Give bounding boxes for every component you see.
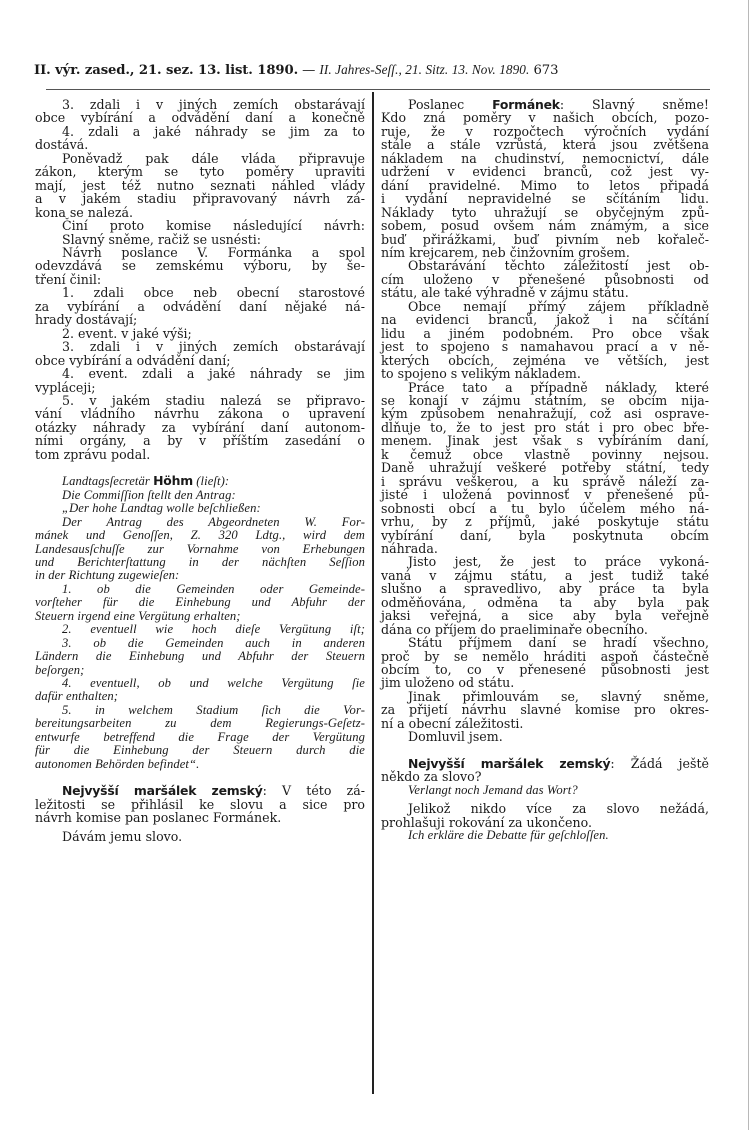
text-line: Ländern die Einhebung und Abfuhr der Steuern (35, 649, 365, 664)
text-line: 3. zdali i v jiných zemích obstarávají (62, 97, 365, 112)
marshal-intro: Nejvyšší maršálek zemský: V této zá- (62, 783, 365, 799)
text-line: mají, jest též nutno seznati náhled vlády (35, 177, 365, 193)
text-line: obcím to, co v přenesené působnosti jest (381, 662, 709, 678)
text-line: kým způsobem nenahražují, což asi osprave- (381, 406, 709, 422)
text-line: obce vybírání a odvádění daní a konečně (35, 110, 365, 126)
text-line: 2. event. v jaké výši; (62, 325, 192, 341)
marshal-text (381, 770, 709, 783)
text-line: Obce nemají přímý zájem příkladně (408, 298, 709, 314)
text-line: cím uloženo v přenešené působnosti od (381, 271, 709, 287)
text-line: sobnosti obcí a tu bylo účelem mého ná- (381, 500, 709, 516)
page-edge (748, 0, 749, 1130)
text-line: vybírání daní, byla poskytnuta obcím (381, 527, 709, 543)
text-line: autonomen Behörden befindet“. (35, 756, 200, 771)
text-line: nákladem na chudinství, nemocnictví, dále (381, 150, 709, 166)
text-line: jisté i uložená povinnosť v přenešené pů- (381, 487, 709, 503)
text-line: na evidenci branců, jakož i na sčítání (381, 312, 709, 328)
text-line: to spojeno s velikým nákladem. (381, 366, 581, 382)
text-line: zákon, kterým se tyto poměry upraviti (35, 164, 365, 180)
speaker-name: Nejvyšší maršálek zemský (62, 783, 263, 799)
text-line: Steuern irgend eine Vergütung erhalten; (35, 608, 241, 623)
left-column (35, 98, 365, 843)
text-line: Činí proto komise následující návrh: (62, 218, 365, 234)
text-line: proč by se nemělo hráditi aspoň částečně (381, 648, 709, 664)
text-line: za vybírání a odvádění daní nějaké ná- (35, 298, 365, 314)
text-line: jest to spojeno s namahavou prací a v ně- (381, 339, 709, 355)
text-line: 1. zdali obce neb obecní starostové (62, 285, 365, 301)
text-line: náhrada. (381, 540, 438, 556)
text-line: in der Richtung zugewieſen: (35, 568, 180, 583)
committee-report (35, 98, 365, 461)
text-line: dání pravidelné. Mimo to letos připadá (381, 177, 709, 193)
text-line: se konají v zájmu státním, se obcím nija- (381, 392, 709, 408)
page-number: 673 (533, 63, 559, 78)
text-line: vání vládního návrhu zákona o upravení (35, 406, 365, 422)
marshal-intro: Nejvyšší maršálek zemský: Žádá ještě (408, 755, 709, 771)
text-line: odměňována, odměna ta aby byla pak (381, 594, 709, 610)
text-line: beſorgen; (35, 662, 85, 677)
text-line: státu, ale také výhradně v zájmu státu. (381, 285, 629, 301)
text-line: dána co příjem do praeliminaře obecního. (381, 621, 648, 637)
formanek-intro: Poslanec Formánek: Slavný sněme! (408, 97, 709, 112)
text-line: tření činil: (35, 271, 102, 287)
text-line: ležitosti se přihlásil ke slovu a sice pro (35, 796, 365, 812)
text-line: dostává. (35, 137, 89, 153)
text-line: jim uloženo od státu. (381, 675, 515, 691)
text-line: Jelikož nikdo více za slovo nežádá, (408, 801, 709, 817)
text-line: udržení v evidenci branců, což jest vy- (381, 164, 709, 180)
text-line: Práce tato a případně náklady, které (408, 379, 709, 395)
text-line: 4. event. zdali a jaké náhrady se jim (62, 366, 365, 382)
marshal-closing-german: Ich erkläre die Debatte für geſchloſſen. (408, 828, 609, 843)
text-line: Slavný sněme, račiž se usnésti: (62, 231, 262, 247)
marshal-closing: Dávám jemu slovo. (62, 828, 183, 844)
text-line: lidu a jiném podobném. Pro obce však (381, 325, 709, 341)
text-line: kona se nalezá. (35, 204, 134, 220)
text-line: vrhu, by z příjmů, jaké poskytuje státu (381, 514, 709, 530)
text-line: Die Commiſſion ſtellt den Antrag: (62, 487, 236, 502)
text-line: Kdo zná poměry v našich obcích, pozo- (381, 110, 709, 126)
formanek-speech (381, 111, 709, 743)
text-line: dlňuje to, že to jest pro stát i pro obec bře- (381, 419, 709, 435)
text-line: 4. eventuell, ob und welche Vergütung ſie (62, 676, 365, 691)
text-line: odevzdává se zemskému výboru, by še- (35, 258, 365, 274)
text-line: für die Einhebung der Steuern durch die (35, 743, 365, 758)
header-dash: — (298, 63, 320, 78)
text-line: bereitungsarbeiten zu dem Regierungs-Geſetz- (35, 716, 365, 731)
text-line: někdo za slovo? (381, 769, 482, 785)
text-line: k čemuž obce vlastně povinny nejsou. (381, 446, 709, 462)
text-line: a v jakém stadiu připravovaný návrh zá- (35, 191, 365, 207)
text-line: 1. ob die Gemeinden oder Gemeinde- (62, 581, 365, 596)
text-line: obce vybírání a odvádění daní; (35, 352, 231, 368)
text-line: entwurfe betreffend die Frage der Vergütung (35, 729, 365, 744)
text-line: jaksi veřejná, a sice aby byla veřejně (381, 608, 709, 624)
text-line: Daně uhražují veškeré potřeby státní, tedy (381, 460, 709, 476)
text-line: prohlašuji rokování za ukončeno. (381, 814, 592, 830)
text-line: 5. in welchem Stadium ſich die Vor- (62, 702, 365, 717)
column-divider (372, 92, 374, 1094)
text-line: vaná v zájmu státu, a jest tudiž také (381, 567, 709, 583)
text-line: sobem, posud ovšem nám známým, a sice (381, 218, 709, 234)
text-line: návrh komise pan poslanec Formánek. (35, 810, 282, 826)
text-line: dafür enthalten; (35, 689, 119, 704)
text-line: Jinak přimlouvám se, slavný sněme, (408, 688, 709, 704)
text-line: menem. Jinak jest však s vybíráním daní, (381, 433, 709, 449)
text-line: vypláceji; (35, 379, 96, 395)
text-line: i správu veškerou, a ku správě náleží za- (381, 473, 709, 489)
text-line: 3. ob die Gemeinden auch in anderen (62, 635, 365, 650)
text-line: hrady dostávají; (35, 312, 138, 328)
text-line: Der Antrag des Abgeordneten W. For- (62, 514, 365, 529)
text-line: slušno a spravedlivo, aby práce ta byla (381, 581, 709, 597)
text-line: ním krejcarem, neb činžovním grošem. (381, 244, 630, 260)
text-line: kterých obcích, zejména ve větších, jest (381, 352, 709, 368)
text-line: 2. eventuell wie hoch dieſe Vergütung iſt; (62, 622, 365, 637)
speaker-name: Nejvyšší maršálek zemský (408, 755, 611, 771)
text-line: Poněvadž pak dále vláda připravuje (62, 150, 365, 166)
text-line: Landesausſchuſſe zur Vornahme von Erhebungen (35, 541, 365, 556)
text-line: buď přirážkami, buď pivním neb kořaleč- (381, 231, 709, 247)
header-rule (46, 89, 710, 90)
speaker-name: Höhm (153, 473, 193, 489)
text-line: stále a stále vzrůstá, která jsou zvětšena (381, 137, 709, 153)
header-czech: II. výr. zased., 21. sez. 13. list. 1890. (34, 63, 299, 78)
text-line: 4. zdali a jaké náhrady se jim za to (62, 123, 365, 139)
secretary-intro: Landtagsſecretär Höhm (lieſt): (62, 473, 230, 489)
text-line: za přijetí návrhu slavné komise pro okres- (381, 702, 709, 718)
right-column (381, 98, 709, 842)
text-line: tom zprávu podal. (35, 446, 151, 462)
text-line: Návrh poslance V. Formánka a spol (62, 244, 365, 260)
text-line: Státu příjmem daní se hradí všechno, (408, 635, 709, 651)
text-line: und Berichterſtattung in der nächſten Seſſion (35, 554, 365, 569)
text-line: ní a obecní záležitosti. (381, 715, 524, 731)
text-line: 5. v jakém stadiu nalezá se připravo- (62, 392, 365, 408)
german-translation (35, 489, 365, 772)
marshal-closing (381, 802, 709, 829)
text-line: Náklady tyto uhražují se obyčejným způ- (381, 204, 709, 220)
header-german: II. Jahres-Seſſ., 21. Sitz. 13. Nov. 1890. (319, 62, 530, 77)
text-line: otázky náhrady za vybírání daní autonom- (35, 419, 365, 435)
text-line: ními orgány, a by v příštím zasedání o (35, 433, 365, 449)
text-line: i vydání nepravidelné se sčítáním lidu. (381, 191, 709, 207)
text-line: mánek und Genoſſen, Z. 320 Ldtg., wird dem (35, 528, 365, 543)
text-line: Domluvil jsem. (408, 729, 503, 745)
text-line: Jisto jest, že jest to práce vykoná- (408, 554, 709, 570)
text-line: Obstarávání těchto záležitostí jest ob- (408, 258, 709, 274)
text-line: ruje, že v rozpočtech výročních vydání (381, 123, 709, 139)
running-header (34, 62, 724, 78)
text-line: 3. zdali i v jiných zemích obstarávají (62, 339, 365, 355)
marshal-german: Verlangt noch Jemand das Wort? (408, 782, 578, 797)
marshal-text (35, 798, 365, 825)
text-line: „Der hohe Landtag wolle beſchließen: (62, 501, 261, 516)
text-line: vorſteher für die Einhebung und Abfuhr der (35, 595, 365, 610)
speaker-name: Formánek (492, 97, 560, 112)
